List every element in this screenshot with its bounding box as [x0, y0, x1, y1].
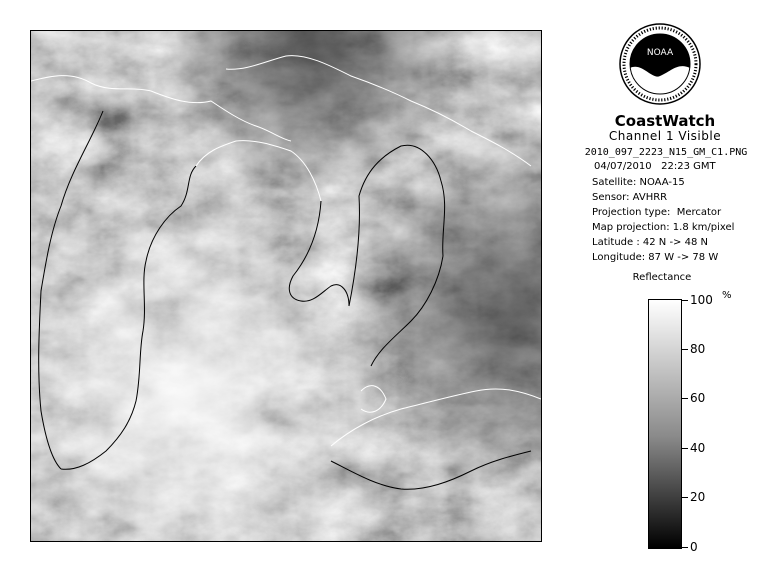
- colorbar-tick: [682, 547, 688, 548]
- colorbar-tick-label: 0: [690, 540, 698, 554]
- colorbar-tick-label: 20: [690, 490, 706, 504]
- product-title: Channel 1 Visible: [608, 129, 722, 143]
- projection-type: Projection type: Mercator: [592, 207, 722, 218]
- colorbar-tick-label: 80: [690, 342, 706, 356]
- satellite-image-svg: [31, 31, 542, 542]
- file-name: 2010_097_2223_N15_GM_C1.PNG: [584, 147, 748, 158]
- colorbar-tick: [682, 448, 688, 449]
- colorbar: [648, 299, 682, 549]
- colorbar-tick: [682, 497, 688, 498]
- colorbar-tick: [682, 398, 688, 399]
- sensor-info: Sensor: AVHRR: [592, 192, 668, 203]
- colorbar-tick: [682, 349, 688, 350]
- colorbar-tick-label: 100: [690, 293, 713, 307]
- map-projection: Map projection: 1.8 km/pixel: [592, 222, 735, 233]
- clear-area-north: [31, 31, 542, 542]
- brand-title: CoastWatch: [614, 112, 716, 130]
- colorbar-tick: [682, 300, 688, 301]
- colorbar-tick-label: 60: [690, 391, 706, 405]
- noaa-logo-icon: [618, 22, 702, 106]
- longitude-range: Longitude: 87 W -> 78 W: [592, 252, 719, 263]
- date-time: 04/07/2010 22:23 GMT: [594, 161, 716, 172]
- logo-text: NOAA: [646, 48, 674, 58]
- colorbar-tick-label: 40: [690, 441, 706, 455]
- colorbar-title: Reflectance: [632, 272, 692, 283]
- satellite-info: Satellite: NOAA-15: [592, 177, 685, 188]
- colorbar-unit: %: [722, 290, 732, 301]
- latitude-range: Latitude : 42 N -> 48 N: [592, 237, 708, 248]
- satellite-image[interactable]: [30, 30, 542, 542]
